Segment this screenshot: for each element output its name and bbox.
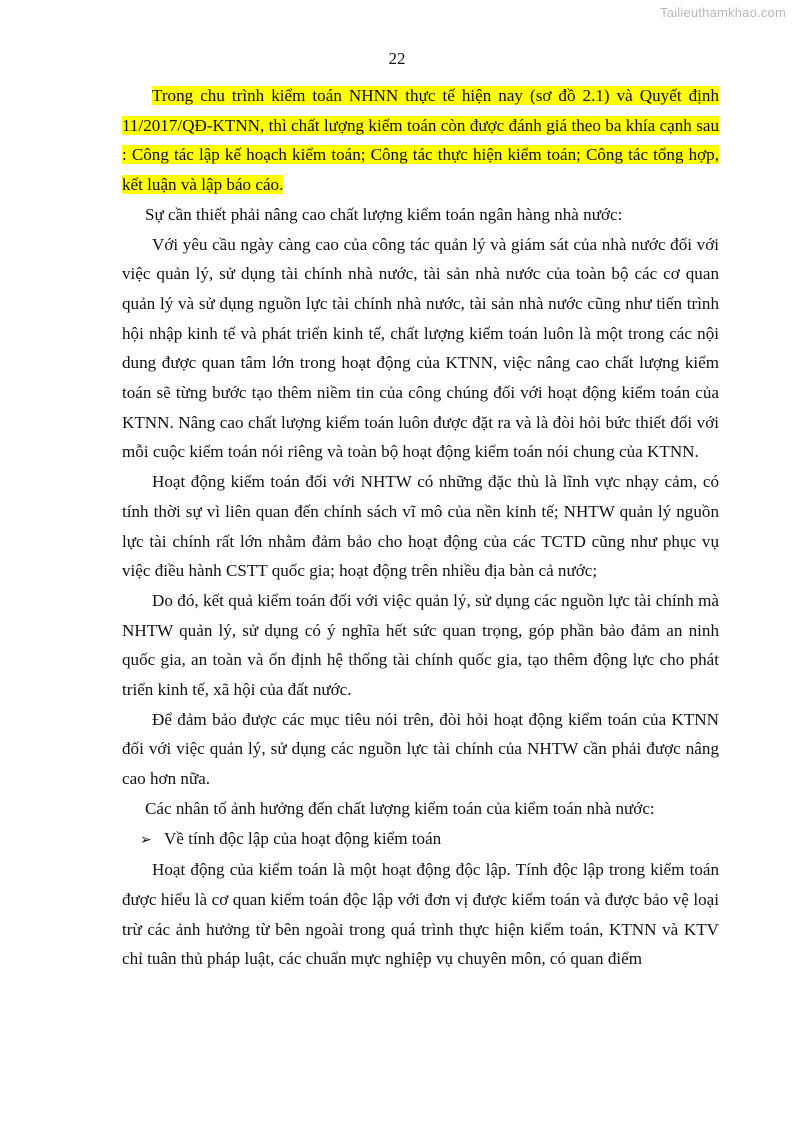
paragraph-factors-heading: Các nhân tố ảnh hưởng đến chất lượng kiểm toán của kiểm toán nhà nước: (145, 798, 655, 818)
bullet-text: Về tính độc lập của hoạt động kiểm toán (164, 828, 442, 848)
paragraph-objectives: Để đảm bảo được các mục tiêu nói trên, đòi hỏi hoạt động kiểm toán của KTNN đối với việc quản lý, sử dụng các nguồn lực tài chính của NHTW cần phải được nâng cao hơn nữa. (122, 709, 719, 789)
paragraph-audit-results: Do đó, kết quả kiểm toán đối với việc quản lý, sử dụng các nguồn lực tài chính mà NHTW quản lý, sử dụng có ý nghĩa hết sức quan trọng, góp phần bảo đảm an ninh quốc gia, an toàn và ổn định hệ thống tài chính quốc gia, tạo thêm động lực cho phát triển kinh tế, xã hội của đất nước. (122, 590, 719, 700)
paragraph-independence: Hoạt động của kiểm toán là một hoạt động độc lập. Tính độc lập trong kiểm toán được hiểu là cơ quan kiểm toán độc lập với đơn vị được kiểm toán và được bảo vệ loại trừ các ảnh hưởng từ bên ngoài trong quá trình thực hiện kiểm toán, KTNN và KTV chỉ tuân thủ pháp luật, các chuẩn mực nghiệp vụ chuyên môn, có quan điểm (122, 860, 719, 969)
paragraph-audit-cycle (122, 81, 719, 200)
paragraph-management-requirements: Với yêu cầu ngày càng cao của công tác quản lý và giám sát của nhà nước đối với việc quản lý, sử dụng tài chính nhà nước, tài sản nhà nước của toàn bộ các cơ quan quản lý và sử dụng nguồn lực tài chính nhà nước, tài sản nhà nước cũng như tiến trình hội nhập kinh tế và phát triển kinh tế, chất lượng kiểm toán luôn là một trong các nội dung được quan tâm lớn trong hoạt động của KTNN, việc nâng cao chất lượng kiểm toán sẽ từng bước tạo thêm niềm tin của công chúng đối với hoạt động kiểm toán của KTNN. Nâng cao chất lượng kiểm toán luôn được đặt ra và là đòi hỏi bức thiết đối với mỗi cuộc kiểm toán nói riêng và toàn bộ hoạt động kiểm toán nói chung của KTNN. (122, 234, 719, 462)
bullet-independence (122, 824, 719, 856)
document-body (122, 81, 719, 974)
highlighted-text: Trong chu trình kiểm toán NHNN thực tế hiện nay (sơ đồ 2.1) và Quyết định 11/2017/QĐ-KTNN, thì chất lượng kiểm toán còn được đánh giá theo ba khía cạnh sau : Công tác lập kế hoạch kiểm toán; Công tác thực hiện kiểm toán; Công tác tổng hợp, kết luận và lập báo cáo. (122, 86, 719, 195)
watermark: Tailieuthamkhao.com (660, 5, 786, 20)
paragraph-necessity-heading: Sự cần thiết phải nâng cao chất lượng kiểm toán ngân hàng nhà nước: (145, 204, 623, 224)
paragraph-nhtw-characteristics: Hoạt động kiểm toán đối với NHTW có những đặc thù là lĩnh vực nhạy cảm, có tính thời sự vì liên quan đến chính sách vĩ mô của nền kinh tế; NHTW quản lý nguồn lực tài chính rất lớn nhằm đảm bảo cho hoạt động của các TCTD cũng như phục vụ việc điều hành CSTT quốc gia; hoạt động trên nhiều địa bàn cả nước; (122, 472, 719, 581)
arrow-bullet-icon: ➢ (140, 832, 152, 848)
page-number: 22 (388, 49, 406, 68)
